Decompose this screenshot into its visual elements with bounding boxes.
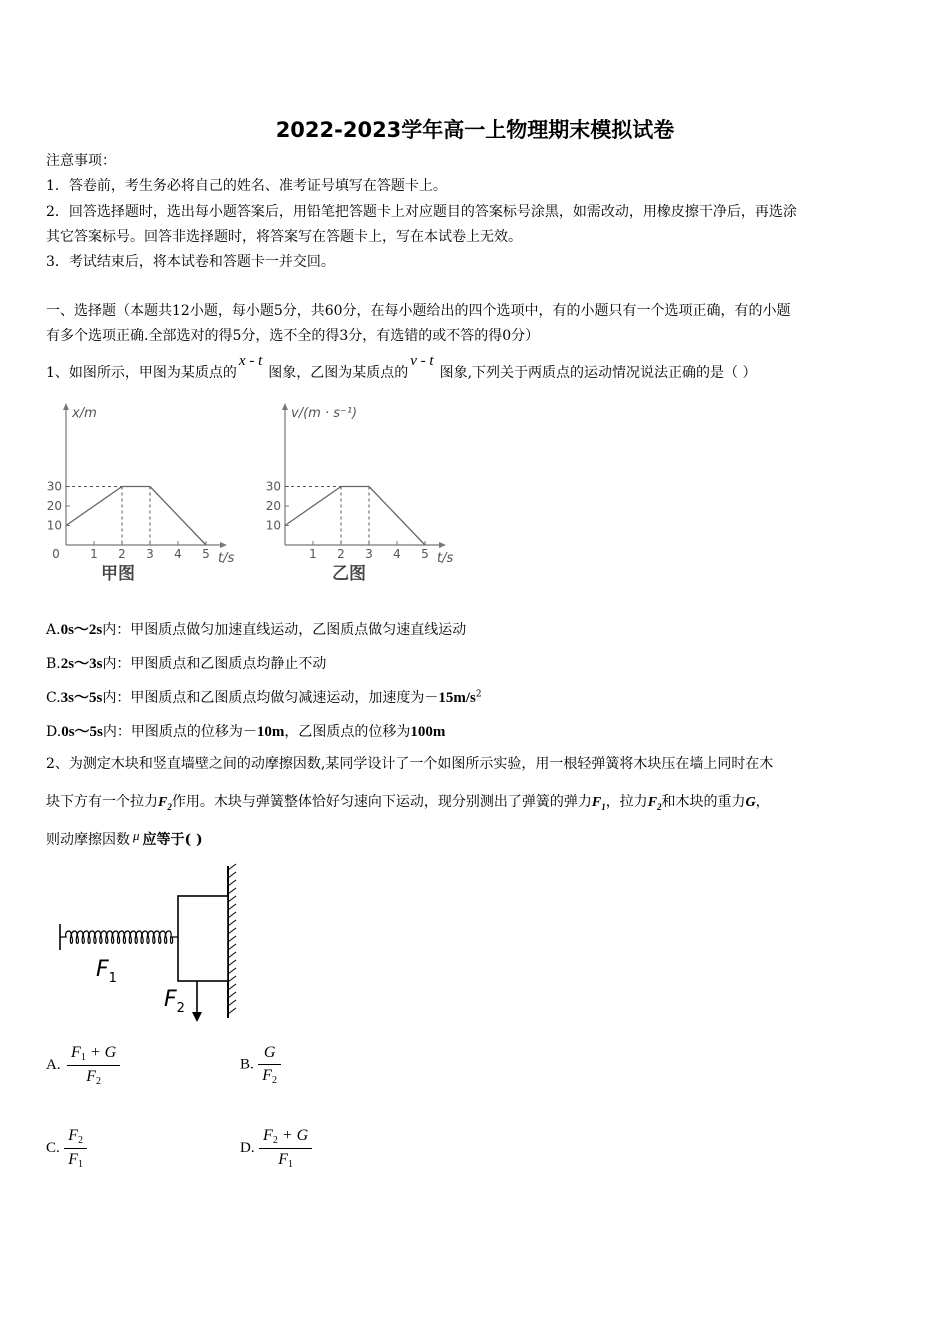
hatch-line [228, 1000, 236, 1006]
option-a-letter: A. [46, 622, 61, 638]
q2-option-c-fraction [64, 1127, 87, 1170]
q1-option-a[interactable] [46, 618, 466, 639]
x-tick-label: 3 [365, 547, 373, 561]
d-num-sub: 2 [272, 1135, 278, 1146]
a-num-plus: + G [85, 1044, 117, 1061]
q1-option-c[interactable] [46, 686, 482, 707]
chart-caption: 乙图 [332, 564, 366, 584]
option-c-letter: C. [46, 690, 61, 706]
q2-line2-d: 和木块的重力 [661, 794, 746, 810]
q2-f1-letter: F [591, 795, 602, 810]
x-tick-label: 1 [90, 547, 98, 561]
hatch-line [228, 872, 236, 878]
b-den-sub: 2 [272, 1075, 277, 1086]
option-d-text1: 内：甲图质点的位移为－ [102, 724, 257, 740]
option-a-text: 内：甲图质点做匀加速直线运动，乙图质点做匀速直线运动 [102, 622, 467, 638]
section1-line2: 有多个选项正确.全部选对的得5分，选不全的得3分，有选错的或不答的得0分） [46, 328, 540, 344]
spring [60, 931, 178, 943]
q2-f2-sub: 2 [167, 801, 172, 812]
hatch-line [228, 992, 236, 998]
c-den-sub: 1 [78, 1159, 83, 1170]
q2-line2-e: ， [755, 794, 770, 810]
wall-hatching [228, 864, 236, 1014]
q2-f2b [648, 795, 662, 810]
x-tick-label: 5 [202, 547, 210, 561]
option-c-value: 15m/s [438, 690, 476, 706]
option-c-range: 3s～5s [60, 690, 103, 706]
x-tick-label: 2 [337, 547, 345, 561]
hatch-line [228, 944, 236, 950]
q1-stem [46, 353, 757, 383]
q2-line2-a: 块下方有一个拉力 [46, 794, 158, 810]
x-tick-label: 3 [146, 547, 154, 561]
q2-line3 [46, 830, 203, 850]
q2-option-b-letter: B. [240, 1056, 254, 1073]
diagram-f2-letter: F [164, 987, 177, 1012]
x-axis-arrow [439, 542, 446, 548]
y-tick-label: 10 [46, 518, 62, 533]
q2-option-d[interactable] [240, 1127, 312, 1170]
q2-line1: 2、为测定木块和竖直墙壁之间的动摩擦因数,某同学设计了一个如图所示实验，用一根轻弹簧将木块压在墙上同时在木 [46, 756, 774, 772]
q2-option-a-denominator [67, 1065, 120, 1087]
diagram-f1-sub: 1 [108, 971, 117, 986]
data-segment [66, 487, 122, 526]
hatch-line [228, 880, 236, 886]
y-tick-label: 30 [265, 479, 281, 494]
q1-option-d[interactable] [46, 720, 445, 741]
option-d-val2: 100m [410, 724, 446, 740]
y-axis-label: x/m [72, 406, 97, 421]
y-tick-label: 20 [265, 499, 281, 513]
q2-option-d-numerator [259, 1127, 312, 1148]
a-den-f: F [86, 1068, 96, 1085]
q2-option-c-letter: C. [46, 1140, 60, 1156]
option-d-text2: ，乙图质点的位移为 [284, 724, 411, 740]
wooden-block [178, 896, 228, 981]
x-tick-label: 1 [309, 547, 317, 561]
q2-line3-b: 应等于( ) [142, 832, 203, 848]
data-segment [150, 487, 206, 546]
q1-charts [40, 400, 500, 590]
hatch-line [228, 960, 236, 966]
option-d-val1: 10m [256, 724, 285, 740]
q2-option-c-numerator [64, 1127, 87, 1148]
q1-stem-b: 图象，乙图为某质点的 [268, 365, 409, 381]
y-axis-arrow [282, 403, 288, 410]
q2-f2 [158, 795, 172, 810]
diagram-f2-label [164, 987, 185, 1016]
q1-stem-a: 1、如图所示，甲图为某质点的 [46, 365, 237, 381]
y-axis-arrow [63, 403, 69, 410]
hatch-line [228, 984, 236, 990]
option-b-range: 2s～3s [60, 656, 103, 672]
chart-jia [47, 403, 235, 584]
q2-line2 [46, 792, 770, 817]
y-tick-label: 10 [265, 518, 281, 533]
q2-g: G [745, 795, 756, 810]
q2-line2-b: 作用。木块与弹簧整体恰好匀速向下运动，现分别测出了弹簧的弹力 [171, 794, 592, 810]
q2-f2b-letter: F [647, 795, 658, 810]
q2-option-b-fraction [258, 1044, 281, 1086]
x-axis-label: t/s [218, 551, 235, 566]
hatch-line [228, 896, 236, 902]
hatch-line [228, 1008, 236, 1014]
q1-stem-c: 图象,下列关于两质点的运动情况说法正确的是（ ） [439, 365, 757, 381]
q2-option-d-letter: D. [240, 1140, 255, 1156]
d-num-f: F [263, 1127, 273, 1144]
section1-line1: 一、选择题（本题共12小题，每小题5分，共60分，在每小题给出的四个选项中，有的小题只有一个选项正确，有的小题 [46, 303, 791, 319]
spring-block-diagram [50, 860, 250, 1030]
notice-item-2: 2．回答选择题时，选出每小题答案后，用铅笔把答题卡上对应题目的答案标号涂黑，如需改动，用橡皮擦干净后，再选涂 [46, 204, 797, 220]
q2-option-b-denominator [258, 1064, 281, 1086]
q1-symbol-xt: x - t [238, 353, 263, 369]
hatch-line [228, 976, 236, 982]
q2-option-a-letter: A. [46, 1057, 61, 1073]
option-c-sup: 2 [475, 689, 482, 700]
a-den-sub: 2 [96, 1076, 101, 1087]
option-a-range: 0s～2s [60, 622, 103, 638]
q2-f2-letter: F [158, 795, 168, 810]
d-num-plus: + G [277, 1127, 309, 1144]
b-den-f: F [262, 1067, 272, 1084]
q1-option-b[interactable] [46, 652, 326, 673]
q2-f2b-sub: 2 [657, 801, 662, 812]
x-tick-label: 2 [118, 547, 126, 561]
q2-option-a[interactable] [46, 1044, 120, 1087]
q1-symbol-vt: v - t [410, 353, 434, 369]
hatch-line [228, 904, 236, 910]
notice-heading: 注意事项： [46, 153, 116, 169]
x-tick-label: 5 [421, 547, 429, 561]
q2-option-d-denominator [259, 1148, 312, 1170]
a-num-f: F [71, 1044, 81, 1061]
hatch-line [228, 912, 236, 918]
data-segment [285, 487, 341, 526]
x-tick-label: 4 [393, 547, 401, 561]
y-tick-label: 20 [46, 499, 62, 513]
option-b-letter: B. [46, 656, 61, 672]
x-axis-arrow [220, 542, 227, 548]
notice-item-2-cont: 其它答案标号。回答非选择题时，将答案写在答题卡上，写在本试卷上无效。 [46, 229, 522, 245]
q2-line2-c: ，拉力 [605, 794, 648, 810]
hatch-line [228, 864, 236, 870]
option-d-letter: D. [46, 724, 62, 740]
hatch-line [228, 952, 236, 958]
hatch-line [228, 920, 236, 926]
q2-option-b-numerator: G [263, 1044, 276, 1061]
c-num-f: F [68, 1127, 78, 1144]
q2-option-a-numerator [67, 1044, 120, 1065]
q2-option-c-denominator [64, 1148, 87, 1170]
diagram-f2-sub: 2 [176, 1001, 185, 1016]
x-tick-label: 4 [174, 547, 182, 561]
hatch-line [228, 936, 236, 942]
q2-option-c[interactable] [46, 1127, 87, 1170]
diagram-f1-letter: F [96, 957, 109, 982]
q2-mu-symbol: μ [133, 828, 140, 843]
chart-caption: 甲图 [101, 564, 135, 584]
q2-f1-sub: 1 [601, 801, 606, 812]
hatch-line [228, 888, 236, 894]
data-segment [369, 487, 425, 546]
q2-option-b[interactable] [240, 1044, 281, 1086]
option-b-text: 内：甲图质点和乙图质点均静止不动 [102, 656, 327, 672]
notice-item-3: 3．考试结束后，将本试卷和答题卡一并交回。 [46, 254, 335, 270]
a-num-sub: 1 [80, 1052, 86, 1063]
c-num-sub: 2 [78, 1135, 83, 1146]
option-d-range: 0s～5s [61, 724, 103, 740]
page-title: 2022-2023学年高一上物理期末模拟试卷 [275, 118, 675, 142]
q2-option-d-fraction [259, 1127, 312, 1170]
d-den-sub: 1 [288, 1159, 293, 1170]
x-tick-label: 0 [52, 547, 60, 561]
q2-option-a-fraction [67, 1044, 120, 1087]
diagram-f1-label [96, 957, 117, 986]
c-den-f: F [68, 1151, 78, 1168]
y-tick-label: 30 [46, 479, 62, 494]
x-axis-label: t/s [437, 551, 454, 566]
notice-item-1: 1．答卷前，考生务必将自己的姓名、准考证号填写在答题卡上。 [46, 178, 447, 194]
hatch-line [228, 928, 236, 934]
d-den-f: F [278, 1151, 288, 1168]
hatch-line [228, 968, 236, 974]
option-c-text: 内：甲图质点和乙图质点均做匀减速运动，加速度为－ [102, 690, 439, 706]
chart-yi [266, 403, 454, 584]
f2-arrow-head [192, 1012, 202, 1022]
q2-line3-a: 则动摩擦因数 [46, 832, 130, 848]
q2-f1 [592, 795, 606, 810]
y-axis-label: v/(m · s⁻¹) [291, 406, 358, 421]
